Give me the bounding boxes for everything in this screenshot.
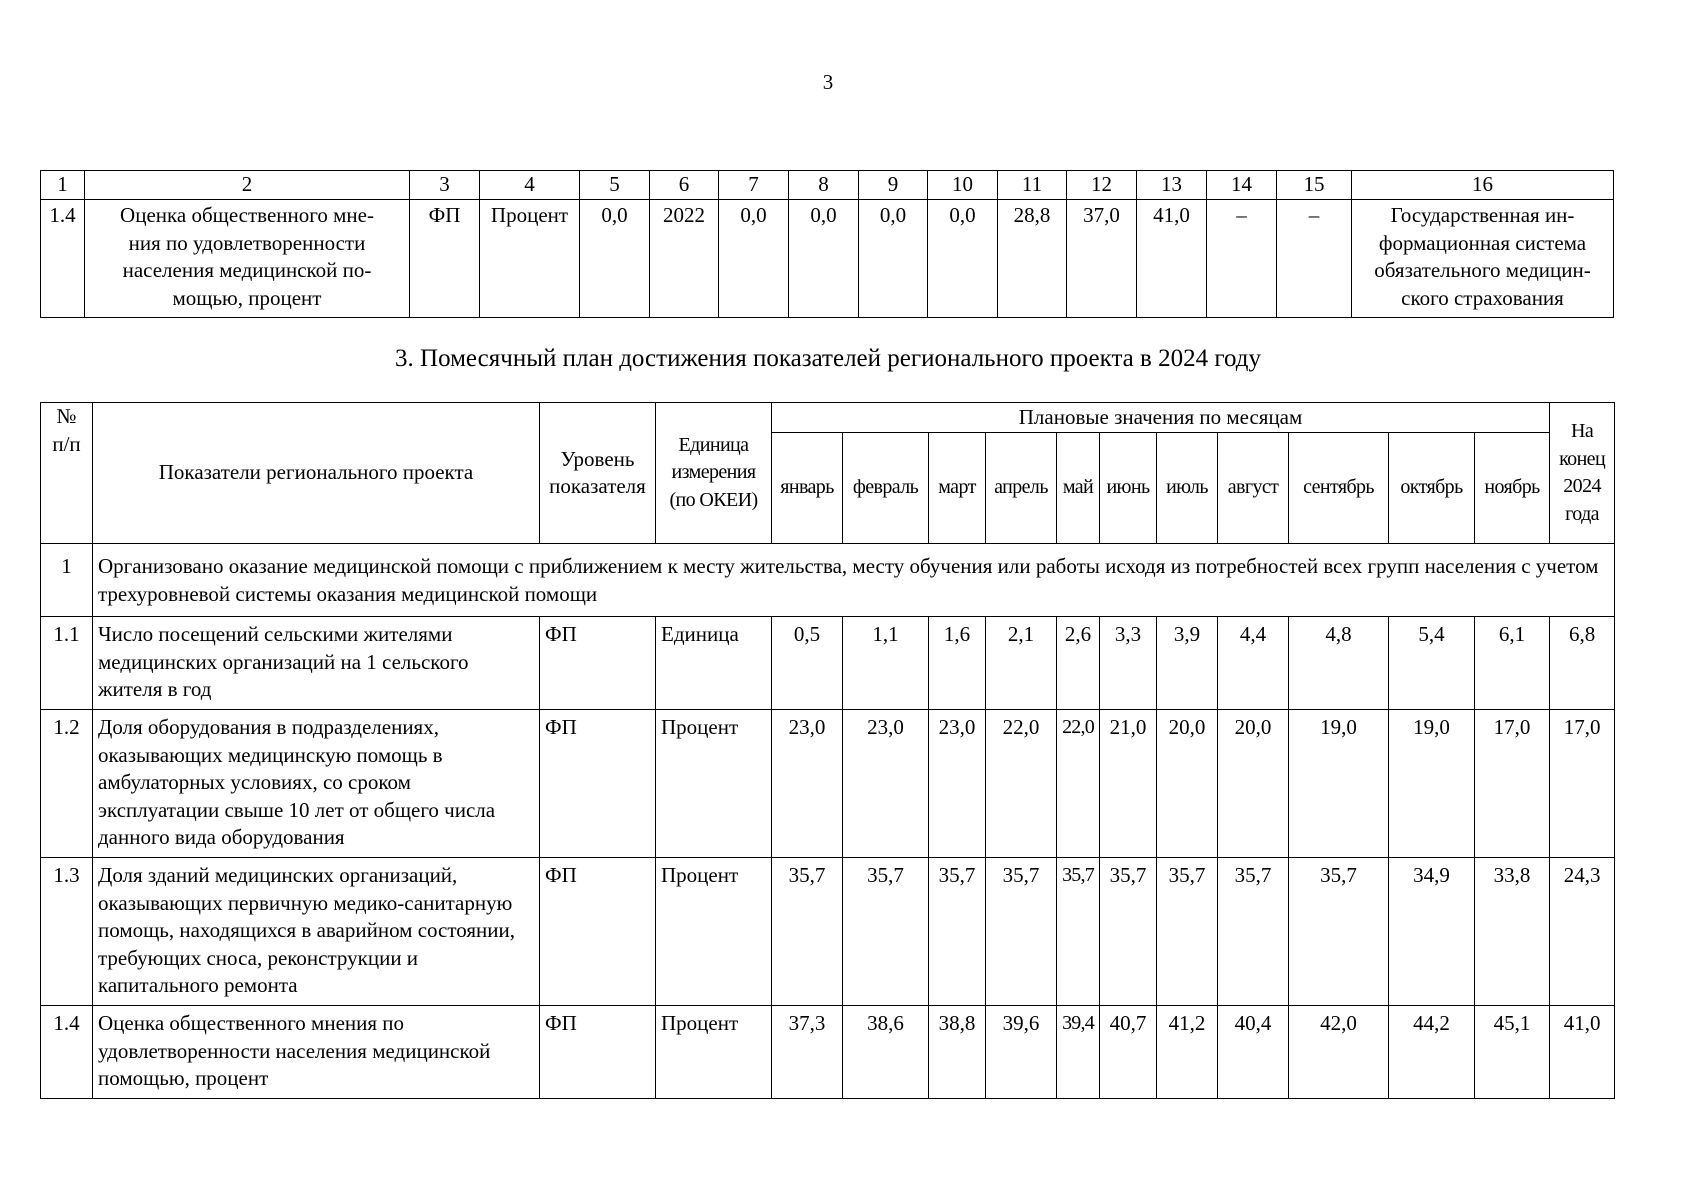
month-header: ноябрь [1475, 433, 1550, 544]
table-row [41, 710, 1615, 858]
text-line: года [1565, 502, 1599, 525]
table-cell: 0,0 [719, 200, 789, 318]
indicator-level: ФП [540, 617, 656, 710]
column-number: 13 [1137, 171, 1207, 200]
header-level [540, 403, 656, 544]
indicator-name [85, 200, 410, 318]
text-line: обязательного медицин- [1374, 258, 1591, 282]
table-cell: 22,0 [1057, 710, 1100, 858]
table-cell: 0,0 [580, 200, 650, 318]
table-cell: 35,7 [1057, 858, 1100, 1006]
row-number: 1.3 [41, 858, 93, 1006]
text-line: Единица [678, 433, 749, 456]
text-line: населения медицинской по- [122, 258, 372, 282]
table-cell: 6,1 [1475, 617, 1550, 710]
table-cell: 45,1 [1475, 1006, 1550, 1099]
table-cell: 35,7 [1289, 858, 1389, 1006]
column-number: 10 [928, 171, 998, 200]
header-indicator: Показатели регионального проекта [93, 403, 540, 544]
indicator-unit: Процент [480, 200, 580, 318]
table-cell: 0,0 [859, 200, 928, 318]
table-cell: 2022 [650, 200, 719, 318]
column-number: 8 [789, 171, 859, 200]
table-cell: 1,1 [843, 617, 929, 710]
section-title: 3. Помесячный план достижения показателей регионального проекта в 2024 году [395, 345, 1261, 372]
indicator-level: ФП [540, 1006, 656, 1099]
table-cell: 41,0 [1550, 1006, 1615, 1099]
indicator-unit: Процент [656, 710, 772, 858]
column-number: 4 [480, 171, 580, 200]
text-line: ния по удовлетворенности [128, 230, 366, 255]
indicator-unit: Процент [656, 858, 772, 1006]
indicator-level: ФП [540, 858, 656, 1006]
section-row [41, 544, 1615, 617]
table-row [41, 858, 1615, 1006]
table-cell: 21,0 [1100, 710, 1157, 858]
table-cell: 39,4 [1057, 1006, 1100, 1099]
table-cell: 37,3 [772, 1006, 843, 1099]
table-cell: 37,0 [1067, 200, 1137, 318]
column-number: 16 [1352, 171, 1614, 200]
table-cell: – [1277, 200, 1352, 318]
row-number: 1.1 [41, 617, 93, 710]
indicator-level: ФП [540, 710, 656, 858]
table-cell: 35,7 [843, 858, 929, 1006]
table-cell: 44,2 [1389, 1006, 1475, 1099]
row-number: 1.4 [41, 200, 85, 318]
table-cell: 40,4 [1218, 1006, 1289, 1099]
column-number: 2 [85, 171, 410, 200]
column-number-row [41, 171, 1614, 200]
text-line: измерения [671, 461, 756, 484]
text-line: Оценка общественного мне- [120, 203, 374, 227]
table-cell: 33,8 [1475, 858, 1550, 1006]
column-number: 14 [1207, 171, 1277, 200]
column-number: 7 [719, 171, 789, 200]
text-line: На [1571, 420, 1594, 442]
row-number: 1.2 [41, 710, 93, 858]
table-cell: 38,6 [843, 1006, 929, 1099]
table-cell: 35,7 [772, 858, 843, 1006]
header-year-end [1550, 403, 1615, 544]
text-line: (по ОКЕИ) [669, 488, 758, 511]
table-cell: 0,0 [789, 200, 859, 318]
month-header: март [929, 433, 986, 544]
month-header: июль [1157, 433, 1218, 544]
indicator-name: Доля оборудования в подразделениях, оказывающих медицинскую помощь в амбулаторных условиях, со сроком эксплуатации свыше 10 лет от общего числа данного вида оборудования [93, 710, 540, 858]
indicator-unit: Единица [656, 617, 772, 710]
table-row [41, 200, 1614, 318]
table-cell: 35,7 [1218, 858, 1289, 1006]
text-line: ского страхования [1401, 285, 1564, 310]
table-row [41, 1006, 1615, 1099]
row-number: 1 [41, 544, 93, 617]
page-number: 3 [822, 70, 834, 94]
table-cell: 17,0 [1475, 710, 1550, 858]
table-cell: 39,6 [986, 1006, 1057, 1099]
month-header: сентябрь [1289, 433, 1389, 544]
data-source [1352, 200, 1614, 318]
month-header: май [1057, 433, 1100, 544]
table-cell: – [1207, 200, 1277, 318]
table-cell: 34,9 [1389, 858, 1475, 1006]
table-cell: 41,0 [1137, 200, 1207, 318]
monthly-plan-table [40, 402, 1615, 1099]
row-number: 1.4 [41, 1006, 93, 1099]
table-cell: 2,6 [1057, 617, 1100, 710]
column-number: 15 [1277, 171, 1352, 200]
column-number: 11 [998, 171, 1067, 200]
column-number: 5 [580, 171, 650, 200]
table-cell: 23,0 [929, 710, 986, 858]
month-header: октябрь [1389, 433, 1475, 544]
column-number: 9 [859, 171, 928, 200]
text-line: 2024 [1563, 475, 1601, 497]
text-line: формационная система [1378, 230, 1587, 255]
column-number: 1 [41, 171, 85, 200]
indicator-unit: Процент [656, 1006, 772, 1099]
table-cell: 6,8 [1550, 617, 1615, 710]
month-header: апрель [986, 433, 1057, 544]
text-line: Государственная ин- [1390, 203, 1575, 227]
table-cell: 23,0 [772, 710, 843, 858]
table-cell: 17,0 [1550, 710, 1615, 858]
table-cell: 20,0 [1157, 710, 1218, 858]
table-cell: 38,8 [929, 1006, 986, 1099]
table-cell: 4,8 [1289, 617, 1389, 710]
table-cell: 28,8 [998, 200, 1067, 318]
table-cell: 42,0 [1289, 1006, 1389, 1099]
indicator-level: ФП [410, 200, 480, 318]
table-cell: 1,6 [929, 617, 986, 710]
month-header: август [1218, 433, 1289, 544]
text-line: конец [1559, 447, 1606, 470]
table-cell: 3,3 [1100, 617, 1157, 710]
table-cell: 35,7 [929, 858, 986, 1006]
table-cell: 35,7 [986, 858, 1057, 1006]
column-number: 3 [410, 171, 480, 200]
column-number: 6 [650, 171, 719, 200]
table-cell: 0,0 [928, 200, 998, 318]
header-planned: Плановые значения по месяцам [772, 403, 1550, 433]
indicator-name: Оценка общественного мнения по удовлетворенности населения медицинской помощью, процент [93, 1006, 540, 1099]
month-header: февраль [843, 433, 929, 544]
header-unit [656, 403, 772, 544]
table-cell: 19,0 [1389, 710, 1475, 858]
indicator-name: Число посещений сельскими жителями медицинских организаций на 1 сельского жителя в год [93, 617, 540, 710]
table-row [41, 617, 1615, 710]
table-cell: 5,4 [1389, 617, 1475, 710]
text-line: мощью, процент [172, 285, 322, 310]
indicator-name: Доля зданий медицинских организаций, оказывающих первичную медико-санитарную помощь, находящихся в аварийном состоянии, требующих сноса, реконструкции и капитального ремонта [93, 858, 540, 1006]
month-header: июнь [1100, 433, 1157, 544]
column-number: 12 [1067, 171, 1137, 200]
table-cell: 4,4 [1218, 617, 1289, 710]
text-line: № [56, 404, 77, 428]
header-row [41, 403, 1615, 433]
text-line: п/п [52, 431, 81, 456]
table-cell: 22,0 [986, 710, 1057, 858]
table-cell: 3,9 [1157, 617, 1218, 710]
table-cell: 20,0 [1218, 710, 1289, 858]
table-cell: 41,2 [1157, 1006, 1218, 1099]
table-cell: 24,3 [1550, 858, 1615, 1006]
table-cell: 0,5 [772, 617, 843, 710]
table-cell: 35,7 [1157, 858, 1218, 1006]
table-cell: 40,7 [1100, 1006, 1157, 1099]
text-line: Уровень [560, 446, 635, 471]
header-number [41, 403, 93, 544]
table-cell: 2,1 [986, 617, 1057, 710]
section-text: Организовано оказание медицинской помощи с приближением к месту жительства, месту обучения или работы исходя из потребностей всех групп населения с учетом трехуровневой системы оказания медицинской помощи [93, 544, 1615, 617]
indicator-basic-table [40, 170, 1614, 318]
text-line: показателя [549, 474, 646, 498]
month-header: январь [772, 433, 843, 544]
table-cell: 19,0 [1289, 710, 1389, 858]
table-cell: 35,7 [1100, 858, 1157, 1006]
table-cell: 23,0 [843, 710, 929, 858]
